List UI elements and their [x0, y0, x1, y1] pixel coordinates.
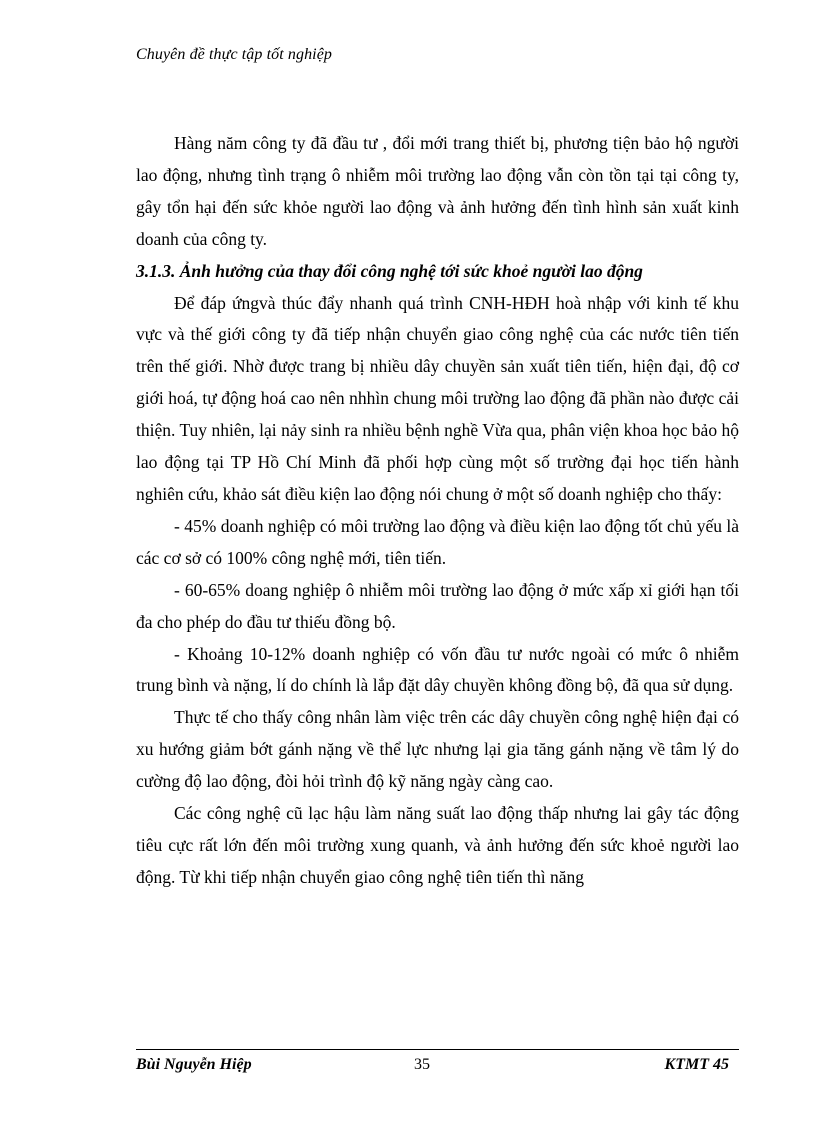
- running-header: Chuyên đề thực tập tốt nghiệp: [136, 46, 333, 63]
- page-number: 35: [414, 1056, 430, 1073]
- footer-class-code: KTMT 45: [664, 1056, 729, 1073]
- bullet-item: - Khoảng 10-12% doanh nghiệp có vốn đầu tư nước ngoài có mức ô nhiễm trung bình và nặng, lí do chính là lắp đặt dây chuyền không đồng bộ, đã qua sử dụng.: [136, 643, 739, 696]
- body-text: [136, 128, 739, 894]
- footer-author: Bùi Nguyễn Hiệp: [136, 1056, 252, 1073]
- paragraph: Để đáp ứngvà thúc đẩy nhanh quá trình CNH-HĐH hoà nhập với kinh tế khu vực và thế giới công ty đã tiếp nhận chuyển giao công nghệ của các nước tiên tiến trên thế giới. Nhờ được trang bị nhiều dây chuyền sản xuất tiên tiến, hiện đại, độ cơ giới hoá, tự động hoá cao nên nhhìn chung môi trường lao động đã phần nào được cải thiện. Tuy nhiên, lại nảy sinh ra nhiều bệnh nghề Vừa qua, phân viện khoa học bảo hộ lao động tại TP Hồ Chí Minh đã phối hợp cùng một số trường đại học tiến hành nghiên cứu, khảo sát điều kiện lao động nói chung ở một số doanh nghiệp cho thấy:: [136, 292, 739, 504]
- bullet-item: - 45% doanh nghiệp có môi trường lao động và điều kiện lao động tốt chủ yếu là các cơ sở có 100% công nghệ mới, tiên tiến.: [136, 515, 739, 568]
- paragraph: Hàng năm công ty đã đầu tư , đổi mới trang thiết bị, phương tiện bảo hộ người lao động, nhưng tình trạng ô nhiễm môi trường lao động vẫn còn tồn tại tại công ty, gây tổn hại đến sức khỏe người lao động và ảnh hưởng đến tình hình sản xuất kinh doanh của công ty.: [136, 133, 739, 249]
- paragraph: Các công nghệ cũ lạc hậu làm năng suất lao động thấp nhưng lai gây tác động tiêu cực rất lớn đến môi trường xung quanh, và ảnh hưởng đến sức khoẻ người lao động. Từ khi tiếp nhận chuyển giao công nghệ tiên tiến thì năng: [136, 803, 739, 887]
- bullet-item: - 60-65% doang nghiệp ô nhiễm môi trường lao động ở mức xấp xỉ giới hạn tối đa cho phép do đầu tư thiếu đồng bộ.: [136, 579, 739, 632]
- section-heading: 3.1.3. Ảnh hưởng của thay đổi công nghệ tới sức khoẻ người lao động: [136, 260, 643, 281]
- paragraph: Thực tế cho thấy công nhân làm việc trên các dây chuyền công nghệ hiện đại có xu hướng giảm bớt gánh nặng về thể lực nhưng lại gia tăng gánh nặng về tâm lý do cường độ lao động, đòi hỏi trình độ kỹ năng ngày càng cao.: [136, 707, 739, 792]
- footer-divider: [136, 1049, 739, 1050]
